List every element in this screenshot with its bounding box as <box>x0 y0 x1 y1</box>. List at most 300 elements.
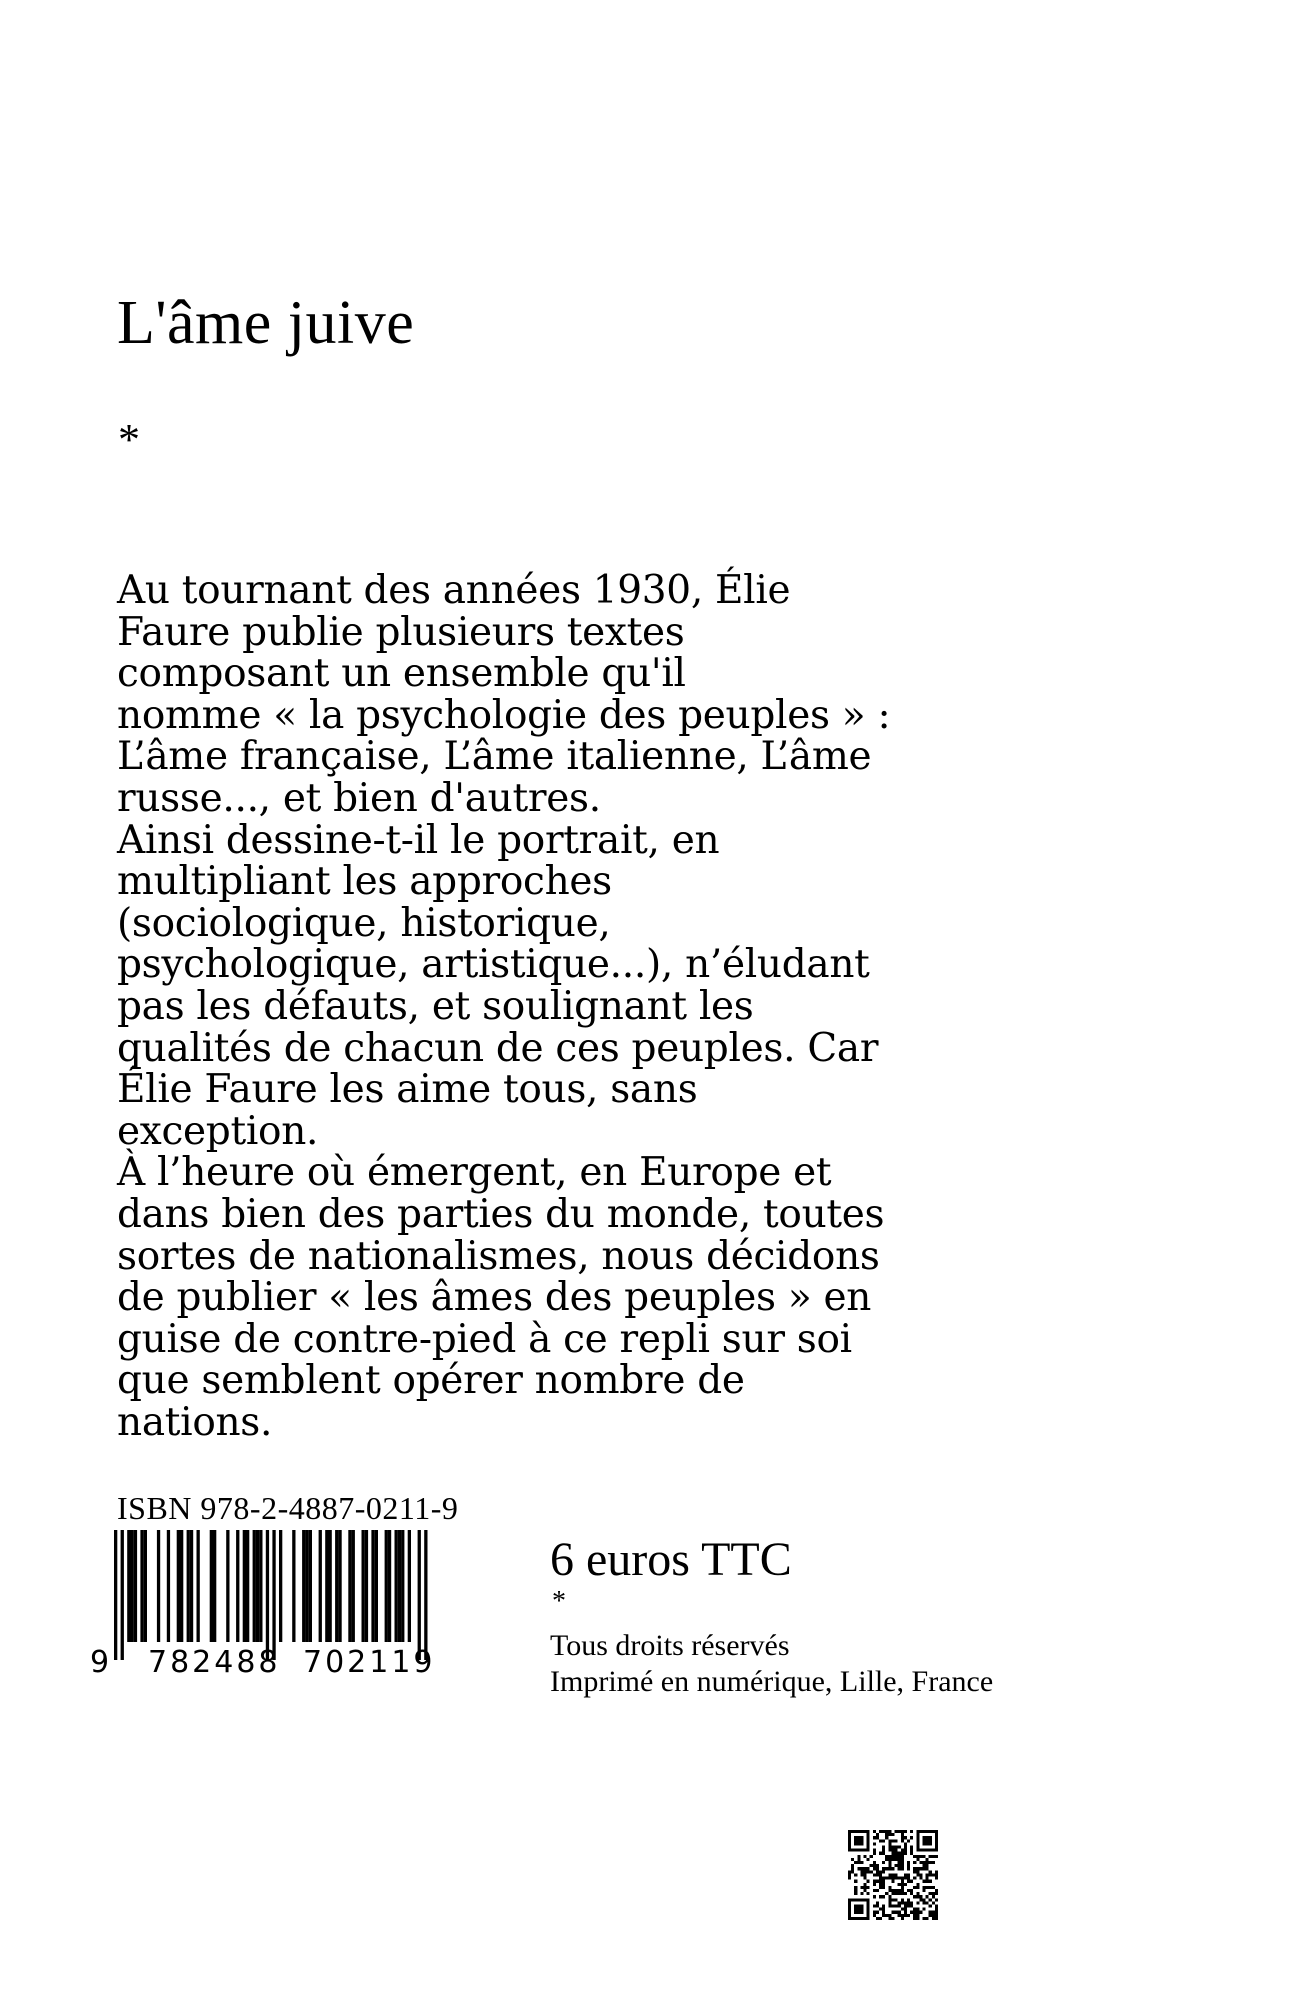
qr-module <box>864 1889 867 1892</box>
qr-module <box>888 1877 891 1880</box>
qr-module <box>870 1855 873 1858</box>
qr-module <box>926 1895 929 1898</box>
qr-module <box>867 1839 870 1842</box>
qr-module <box>848 1877 851 1880</box>
summary-line: composant un ensemble qu'il <box>117 651 686 697</box>
qr-module <box>904 1852 907 1855</box>
qr-module <box>879 1870 882 1873</box>
qr-module <box>898 1846 901 1849</box>
qr-module <box>879 1917 882 1920</box>
qr-module <box>907 1898 910 1901</box>
qr-module <box>848 1914 851 1917</box>
qr-module <box>935 1877 938 1880</box>
barcode-bar <box>134 1530 137 1642</box>
qr-module <box>857 1836 860 1839</box>
qr-module <box>919 1861 922 1864</box>
barcode-bar <box>253 1530 256 1642</box>
qr-module <box>901 1858 904 1861</box>
qr-module <box>919 1867 922 1870</box>
qr-module <box>867 1849 870 1852</box>
qr-module <box>907 1901 910 1904</box>
qr-module <box>864 1883 867 1886</box>
qr-module <box>904 1830 907 1833</box>
qr-module <box>916 1842 919 1845</box>
qr-module <box>857 1911 860 1914</box>
qr-module <box>922 1917 925 1920</box>
qr-module <box>926 1880 929 1883</box>
qr-module <box>901 1892 904 1895</box>
qr-module <box>919 1849 922 1852</box>
qr-module <box>901 1883 904 1886</box>
qr-module <box>913 1877 916 1880</box>
qr-module <box>919 1895 922 1898</box>
summary-line: qualités de chacun de ces peuples. Car <box>117 1025 879 1071</box>
qr-module <box>935 1849 938 1852</box>
qr-module <box>854 1849 857 1852</box>
barcode-bar <box>365 1530 368 1642</box>
price-label: 6 euros TTC <box>550 1533 792 1586</box>
qr-module <box>857 1904 860 1907</box>
qr-module <box>867 1836 870 1839</box>
qr-module <box>888 1917 891 1920</box>
barcode-bar <box>338 1530 341 1642</box>
qr-module <box>898 1883 901 1886</box>
qr-module <box>907 1861 910 1864</box>
qr-module <box>916 1914 919 1917</box>
qr-module <box>891 1852 894 1855</box>
qr-module <box>901 1836 904 1839</box>
qr-module <box>916 1870 919 1873</box>
barcode-bar <box>348 1530 351 1642</box>
qr-module <box>848 1849 851 1852</box>
qr-module <box>888 1895 891 1898</box>
qr-module <box>904 1873 907 1876</box>
qr-module <box>848 1836 851 1839</box>
qr-module <box>876 1836 879 1839</box>
summary-line: nomme « la psychologie des peuples » : <box>117 692 891 738</box>
barcode-bar <box>302 1530 305 1642</box>
qr-module <box>898 1830 901 1833</box>
qr-module <box>901 1877 904 1880</box>
qr-module <box>919 1911 922 1914</box>
qr-module <box>854 1892 857 1895</box>
qr-module <box>882 1830 885 1833</box>
qr-module <box>922 1908 925 1911</box>
qr-module <box>876 1833 879 1836</box>
qr-module <box>848 1833 851 1836</box>
qr-module <box>879 1852 882 1855</box>
qr-module <box>857 1839 860 1842</box>
qr-module <box>879 1883 882 1886</box>
qr-module <box>857 1849 860 1852</box>
qr-module <box>910 1911 913 1914</box>
qr-module <box>879 1830 882 1833</box>
qr-module <box>901 1908 904 1911</box>
qr-module <box>935 1911 938 1914</box>
qr-module <box>885 1836 888 1839</box>
summary-line: russe..., et bien d'autres. <box>117 775 601 821</box>
qr-module <box>929 1914 932 1917</box>
book-title: L'âme juive <box>117 289 415 357</box>
qr-module <box>888 1867 891 1870</box>
qr-module <box>882 1870 885 1873</box>
qr-module <box>873 1895 876 1898</box>
qr-module <box>901 1898 904 1901</box>
qr-module <box>857 1908 860 1911</box>
qr-module <box>916 1886 919 1889</box>
qr-module <box>935 1904 938 1907</box>
qr-module <box>885 1830 888 1833</box>
qr-module <box>860 1839 863 1842</box>
qr-module <box>898 1877 901 1880</box>
qr-module <box>922 1849 925 1852</box>
qr-module <box>867 1830 870 1833</box>
qr-module <box>860 1830 863 1833</box>
qr-module <box>895 1864 898 1867</box>
qr-module <box>901 1830 904 1833</box>
qr-module <box>873 1889 876 1892</box>
qr-module <box>891 1917 894 1920</box>
qr-module <box>891 1898 894 1901</box>
barcode-bar <box>197 1530 200 1642</box>
qr-module <box>854 1889 857 1892</box>
qr-module <box>922 1864 925 1867</box>
qr-module <box>848 1846 851 1849</box>
qr-module <box>876 1911 879 1914</box>
qr-module <box>882 1886 885 1889</box>
barcode-bar <box>243 1530 246 1642</box>
summary-line: Ainsi dessine-t-il le portrait, en <box>117 817 720 863</box>
barcode-bar <box>226 1530 229 1642</box>
qr-module <box>916 1892 919 1895</box>
qr-module <box>916 1830 919 1833</box>
qr-module <box>901 1914 904 1917</box>
qr-module <box>851 1867 854 1870</box>
qr-module <box>895 1858 898 1861</box>
summary-line: dans bien des parties du monde, toutes <box>117 1191 885 1237</box>
qr-module <box>932 1830 935 1833</box>
barcode-bar <box>114 1530 117 1660</box>
qr-module <box>867 1892 870 1895</box>
qr-module <box>851 1898 854 1901</box>
summary-line: sortes de nationalismes, nous décidons <box>117 1233 880 1279</box>
qr-module <box>913 1886 916 1889</box>
barcode-bar <box>388 1530 391 1642</box>
barcode-bar <box>309 1530 312 1642</box>
qr-module <box>916 1839 919 1842</box>
qr-module <box>848 1908 851 1911</box>
barcode-bar <box>121 1530 124 1660</box>
qr-module <box>851 1858 854 1861</box>
qr-module <box>882 1839 885 1842</box>
summary-line: Faure publie plusieurs textes <box>117 609 685 655</box>
qr-module <box>916 1911 919 1914</box>
qr-module <box>851 1830 854 1833</box>
qr-module <box>910 1904 913 1907</box>
qr-module <box>885 1858 888 1861</box>
qr-module <box>873 1914 876 1917</box>
qr-module <box>860 1870 863 1873</box>
qr-module <box>935 1914 938 1917</box>
qr-module <box>916 1833 919 1836</box>
qr-module <box>929 1904 932 1907</box>
qr-module <box>891 1877 894 1880</box>
qr-module <box>882 1846 885 1849</box>
barcode-bar <box>362 1530 365 1642</box>
qr-module <box>904 1846 907 1849</box>
qr-module <box>922 1842 925 1845</box>
qr-module <box>882 1867 885 1870</box>
qr-module <box>929 1849 932 1852</box>
qr-module <box>860 1867 863 1870</box>
qr-module <box>848 1901 851 1904</box>
qr-module <box>901 1880 904 1883</box>
qr-module <box>922 1889 925 1892</box>
qr-module <box>916 1867 919 1870</box>
summary-line: Élie Faure les aime tous, sans <box>117 1067 698 1113</box>
qr-module <box>882 1904 885 1907</box>
qr-module <box>891 1833 894 1836</box>
qr-module <box>876 1870 879 1873</box>
qr-module <box>895 1889 898 1892</box>
qr-module <box>907 1880 910 1883</box>
qr-module <box>895 1846 898 1849</box>
qr-module <box>882 1895 885 1898</box>
qr-module <box>888 1901 891 1904</box>
qr-module <box>867 1833 870 1836</box>
qr-module <box>891 1867 894 1870</box>
qr-module <box>926 1864 929 1867</box>
qr-module <box>854 1911 857 1914</box>
barcode-bar <box>266 1530 269 1660</box>
qr-module <box>882 1883 885 1886</box>
qr-module <box>929 1873 932 1876</box>
qr-module <box>864 1877 867 1880</box>
qr-module <box>891 1892 894 1895</box>
qr-module <box>932 1917 935 1920</box>
qr-module <box>922 1830 925 1833</box>
qr-module <box>898 1889 901 1892</box>
qr-module <box>848 1898 851 1901</box>
qr-module <box>895 1873 898 1876</box>
qr-module <box>929 1911 932 1914</box>
qr-module <box>907 1867 910 1870</box>
qr-module <box>882 1877 885 1880</box>
barcode-bars <box>114 1530 428 1660</box>
isbn-barcode <box>78 1530 478 1680</box>
qr-module <box>867 1911 870 1914</box>
qr-module <box>888 1855 891 1858</box>
qr-module <box>916 1855 919 1858</box>
qr-module <box>929 1855 932 1858</box>
qr-module <box>851 1870 854 1873</box>
qr-module <box>888 1846 891 1849</box>
barcode-bar <box>157 1530 160 1642</box>
qr-module <box>901 1901 904 1904</box>
qr-module <box>922 1880 925 1883</box>
qr-module <box>882 1911 885 1914</box>
qr-module <box>898 1861 901 1864</box>
barcode-digit-first: 9 <box>90 1645 110 1680</box>
qr-module <box>904 1901 907 1904</box>
qr-module <box>919 1898 922 1901</box>
qr-module <box>891 1849 894 1852</box>
qr-module <box>860 1898 863 1901</box>
qr-module <box>848 1911 851 1914</box>
barcode-bar <box>418 1530 421 1660</box>
qr-module <box>904 1849 907 1852</box>
qr-module <box>860 1873 863 1876</box>
barcode-bar <box>398 1530 401 1642</box>
qr-module <box>854 1839 857 1842</box>
qr-module <box>895 1898 898 1901</box>
barcode-bar <box>408 1530 411 1642</box>
qr-module <box>926 1842 929 1845</box>
qr-module <box>916 1895 919 1898</box>
qr-module <box>873 1867 876 1870</box>
barcode-bar <box>401 1530 404 1642</box>
qr-module <box>910 1889 913 1892</box>
qr-module <box>901 1864 904 1867</box>
qr-module <box>851 1864 854 1867</box>
qr-module <box>882 1852 885 1855</box>
qr-module <box>932 1861 935 1864</box>
qr-module <box>873 1861 876 1864</box>
qr-module <box>919 1855 922 1858</box>
barcode-bar <box>236 1530 239 1642</box>
qr-module <box>895 1852 898 1855</box>
qr-module <box>885 1877 888 1880</box>
qr-module <box>860 1836 863 1839</box>
qr-module <box>898 1864 901 1867</box>
qr-module <box>929 1830 932 1833</box>
summary-line: nations. <box>117 1399 273 1445</box>
qr-module <box>891 1873 894 1876</box>
qr-module <box>864 1855 867 1858</box>
qr-module <box>867 1870 870 1873</box>
qr-module <box>864 1873 867 1876</box>
qr-module <box>922 1901 925 1904</box>
qr-module <box>929 1839 932 1842</box>
qr-module <box>913 1855 916 1858</box>
qr-module <box>932 1895 935 1898</box>
qr-module <box>885 1867 888 1870</box>
qr-module <box>935 1917 938 1920</box>
qr-module <box>873 1849 876 1852</box>
qr-module <box>873 1864 876 1867</box>
qr-module <box>919 1877 922 1880</box>
qr-module <box>860 1892 863 1895</box>
barcode-bar <box>131 1530 134 1642</box>
qr-module <box>904 1911 907 1914</box>
qr-module <box>935 1833 938 1836</box>
qr-module <box>867 1914 870 1917</box>
qr-module <box>851 1917 854 1920</box>
barcode-bar <box>127 1530 130 1642</box>
qr-module <box>929 1892 932 1895</box>
qr-module <box>929 1870 932 1873</box>
qr-module <box>873 1842 876 1845</box>
qr-module <box>879 1877 882 1880</box>
qr-module <box>867 1898 870 1901</box>
qr-module <box>916 1846 919 1849</box>
qr-module <box>907 1873 910 1876</box>
qr-module <box>904 1883 907 1886</box>
qr-module <box>864 1898 867 1901</box>
qr-module <box>857 1917 860 1920</box>
qr-module <box>929 1836 932 1839</box>
summary-line: (sociologique, historique, <box>117 900 611 946</box>
barcode-bar <box>375 1530 378 1642</box>
barcode-bar <box>329 1530 332 1642</box>
qr-module <box>929 1842 932 1845</box>
qr-module <box>932 1873 935 1876</box>
qr-module <box>885 1855 888 1858</box>
qr-module <box>926 1836 929 1839</box>
qr-module <box>891 1904 894 1907</box>
qr-module <box>854 1842 857 1845</box>
qr-module <box>910 1892 913 1895</box>
barcode-bar <box>385 1530 388 1642</box>
qr-module <box>932 1901 935 1904</box>
qr-module <box>891 1839 894 1842</box>
qr-module <box>860 1908 863 1911</box>
qr-module <box>879 1839 882 1842</box>
qr-module <box>891 1880 894 1883</box>
qr-module <box>870 1870 873 1873</box>
qr-module <box>916 1849 919 1852</box>
qr-module <box>922 1836 925 1839</box>
barcode-bar <box>319 1530 322 1642</box>
qr-module <box>916 1901 919 1904</box>
qr-module <box>888 1842 891 1845</box>
qr-module <box>895 1855 898 1858</box>
barcode-bar <box>305 1530 308 1642</box>
qr-module <box>901 1889 904 1892</box>
qr-module <box>926 1873 929 1876</box>
qr-module <box>854 1886 857 1889</box>
qr-module <box>879 1880 882 1883</box>
qr-module <box>913 1911 916 1914</box>
qr-module <box>848 1839 851 1842</box>
qr-module <box>851 1849 854 1852</box>
summary-line: L’âme française, L’âme italienne, L’âme <box>117 734 872 780</box>
qr-module <box>873 1836 876 1839</box>
barcode-bar <box>144 1530 147 1642</box>
barcode-bar <box>352 1530 355 1642</box>
qr-module <box>867 1858 870 1861</box>
barcode-bar <box>424 1530 427 1660</box>
qr-module <box>910 1901 913 1904</box>
qr-module <box>910 1836 913 1839</box>
qr-module <box>857 1861 860 1864</box>
qr-module <box>885 1892 888 1895</box>
qr-module <box>916 1858 919 1861</box>
qr-module <box>895 1911 898 1914</box>
qr-module <box>926 1867 929 1870</box>
qr-module <box>935 1870 938 1873</box>
qr-module <box>935 1908 938 1911</box>
qr-module <box>891 1846 894 1849</box>
qr-module <box>929 1898 932 1901</box>
qr-module <box>857 1842 860 1845</box>
summary-line: À l’heure où émergent, en Europe et <box>117 1150 832 1196</box>
qr-module <box>913 1908 916 1911</box>
barcode-bar <box>335 1530 338 1642</box>
qr-module <box>895 1839 898 1842</box>
qr-module <box>907 1904 910 1907</box>
qr-code-icon <box>848 1830 938 1920</box>
